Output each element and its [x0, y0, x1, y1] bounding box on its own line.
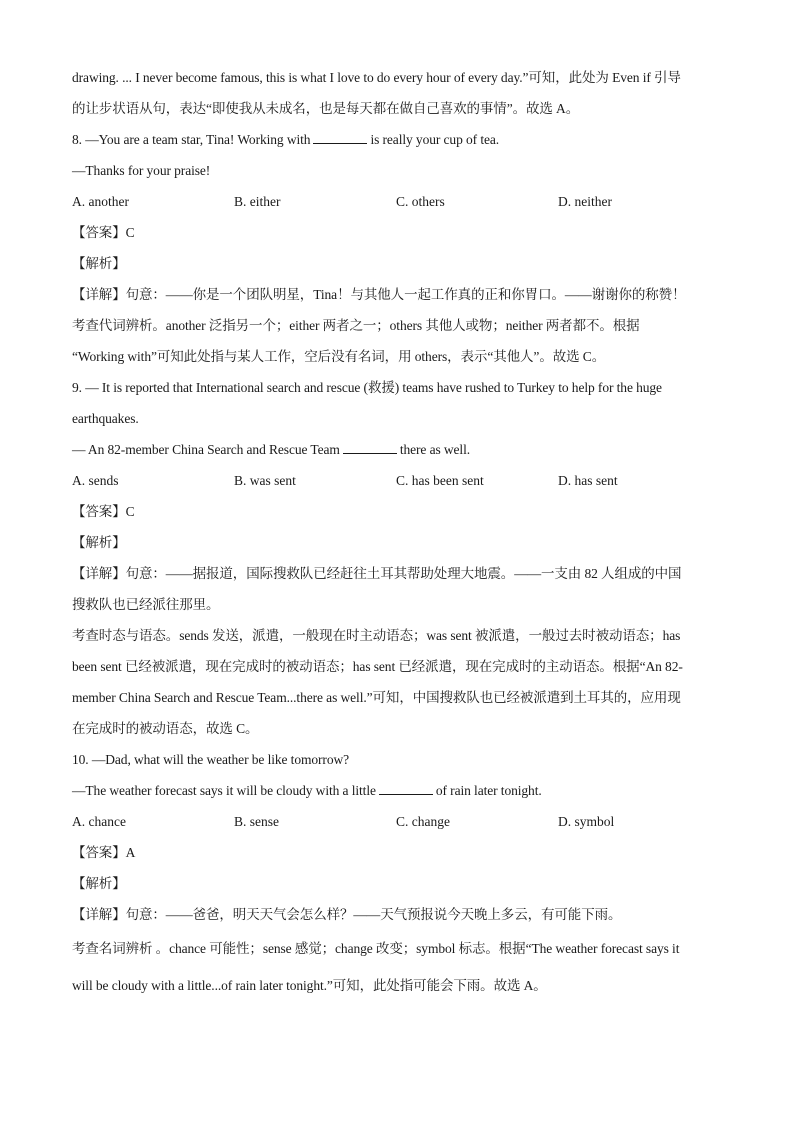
q10-detail-line3: will be cloudy with a little...of rain later tonight.”可知，此处指可能会下雨。故选 A。 [72, 978, 547, 993]
q7-explanation-line2: 的让步状语从句，表达“即使我从未成名，也是每天都在做自己喜欢的事情”。故选 A。 [72, 101, 580, 116]
q9-option-a: A. sends [72, 473, 119, 488]
document-page [72, 62, 724, 1004]
q10-detail-line2: 考查名词辨析 。chance 可能性；sense 感觉；change 改变；symbol 标志。根据“The weather forecast says it [72, 941, 680, 956]
q9-reply [72, 434, 724, 465]
q9-blank [343, 441, 397, 454]
q10-stem: 10. —Dad, what will the weather be like tomorrow? [72, 752, 350, 767]
q10-option-b: B. sense [234, 814, 279, 829]
q8-detail-line3: “Working with”可知此处指与某人工作，空后没有名词，用 others，表示“其他人”。故选 C。 [72, 349, 606, 364]
q9-reply-after: there as well. [399, 442, 471, 457]
q9-detail-line1: 【详解】句意：——据报道，国际搜救队已经赶往土耳其帮助处理大地震。——一支由 82 人组成的中国 [72, 566, 682, 581]
q9-detail-line3: 考查时态与语态。sends 发送，派遣，一般现在时主动语态；was sent 被派遣，一般过去时被动语态；has [72, 628, 681, 643]
q10-detail-line1: 【详解】句意：——爸爸，明天天气会怎么样？——天气预报说今天晚上多云，有可能下雨。 [72, 907, 622, 922]
q9-detail-line5: member China Search and Rescue Team...there as well.”可知，中国搜救队也已经被派遣到土耳其的，应用现 [72, 690, 681, 705]
q9-option-b: B. was sent [234, 473, 296, 488]
q8-stem [72, 124, 724, 155]
q8-option-d: D. neither [558, 194, 612, 209]
q9-reply-before: — An 82-member China Search and Rescue Team [72, 442, 340, 457]
q8-option-a: A. another [72, 194, 129, 209]
q8-option-c: C. others [396, 194, 445, 209]
q10-answer: 【答案】A [72, 845, 136, 860]
q8-analysis-label: 【解析】 [72, 256, 126, 271]
q9-answer: 【答案】C [72, 504, 135, 519]
q10-reply [72, 775, 724, 806]
q8-detail-line2: 考查代词辨析。another 泛指另一个；either 两者之一；others 其他人或物；neither 两者都不。根据 [72, 318, 640, 333]
q9-stem-line1: 9. — It is reported that International search and rescue (救援) teams have rushed to Turkey to help for the huge [72, 380, 662, 395]
q8-answer: 【答案】C [72, 225, 135, 240]
q9-option-c: C. has been sent [396, 473, 484, 488]
q10-option-d: D. symbol [558, 814, 615, 829]
q7-explanation-line1: drawing. ... I never become famous, this is what I love to do every hour of every day.”可知，此处为 Even if 引导 [72, 70, 681, 85]
q8-detail-line1: 【详解】句意：——你是一个团队明星，Tina！与其他人一起工作真的正和你胃口。——谢谢你的称赞！ [72, 287, 686, 302]
q10-options [72, 806, 724, 837]
q10-reply-after: of rain later tonight. [435, 783, 542, 798]
q9-detail-line2: 搜救队也已经派往那里。 [72, 597, 220, 612]
q9-stem-line2: earthquakes. [72, 411, 139, 426]
q8-reply: —Thanks for your praise! [72, 163, 211, 178]
q8-option-b: B. either [234, 194, 281, 209]
q8-options [72, 186, 724, 217]
q10-blank [379, 782, 433, 795]
q8-stem-before: 8. —You are a team star, Tina! Working with [72, 132, 311, 147]
q8-stem-after: is really your cup of tea. [370, 132, 500, 147]
q10-reply-before: —The weather forecast says it will be cloudy with a little [72, 783, 376, 798]
q10-analysis-label: 【解析】 [72, 876, 126, 891]
q8-blank [313, 131, 367, 144]
q10-option-a: A. chance [72, 814, 126, 829]
q10-option-c: C. change [396, 814, 450, 829]
q9-option-d: D. has sent [558, 473, 618, 488]
q9-detail-line6: 在完成时的被动语态，故选 C。 [72, 721, 259, 736]
q9-analysis-label: 【解析】 [72, 535, 126, 550]
q9-detail-line4: been sent 已经被派遣，现在完成时的被动语态；has sent 已经派遣，现在完成时的主动语态。根据“An 82- [72, 659, 683, 674]
q9-options [72, 465, 724, 496]
